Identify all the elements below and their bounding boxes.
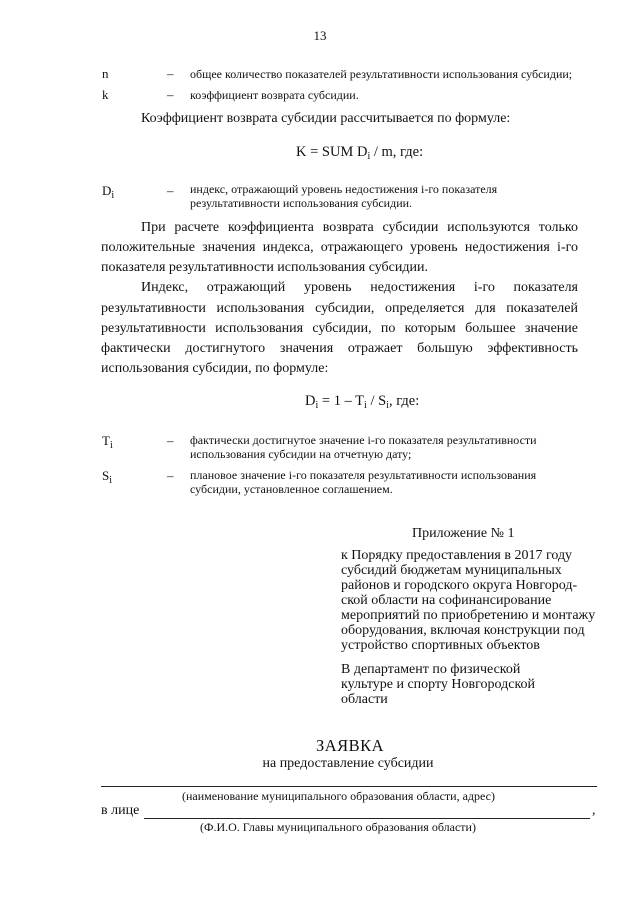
def-n-dash: – (167, 66, 174, 81)
def-n-text: общее количество показателей результативности использования субсидии; (190, 67, 573, 81)
appendix-heading: Приложение № 1 (412, 526, 515, 541)
para-2-line-2: результативности использования субсидии, определяется для показателей (101, 301, 578, 316)
formula-1-sub: i (367, 151, 371, 162)
def-ti-dash: – (167, 433, 174, 448)
appendix-addressee: В департамент по физической культуре и спорту Новгородской области (341, 662, 536, 707)
formula-2: $D_i = 1 - T_i / S_i$, где: (305, 393, 420, 411)
in-person-comma: , (592, 803, 596, 818)
formula-1-left: K = SUM D (296, 144, 368, 160)
def-si-text: плановое значение i-го показателя результативности использования субсидии, установленное соглашением. (190, 468, 537, 496)
def-k-symbol: k (102, 87, 109, 102)
para-1-line-2: положительные значения индекса, отражающего уровень недостижения i-го (101, 240, 578, 255)
para-2-line-4: фактически достигнутого значения отражает большую эффективность (101, 341, 578, 356)
para-2-line-5: использования субсидии, по формуле: (101, 361, 329, 376)
appendix-text: к Порядку предоставления в 2017 году субсидий бюджетам муниципальных районов и городского округа Новгород- ской области на софинансирование мероприятий по приобретению и монтажу оборудования, включая конструкции под устройство спортивных объектов (341, 548, 596, 653)
request-title: ЗАЯВКА (315, 736, 385, 755)
para-2-line-3: результативности использования субсидии, по которым большее значение (101, 321, 578, 336)
def-si-dash: – (167, 468, 174, 483)
head-name-caption: (Ф.И.О. Главы муниципального образования области) (200, 820, 476, 834)
para-1-line-1: При расчете коэффициента возврата субсидии используются только (141, 220, 578, 235)
def-ti-symbol: $T_i$ (102, 433, 113, 451)
def-ti-text: фактически достигнутое значение i-го показателя результативности использования субсидии на отчетную дату; (190, 433, 537, 461)
formula-1 (296, 144, 423, 162)
para-2-line-1: Индекс, отражающий уровень недостижения i-го показателя (141, 280, 578, 295)
def-k-dash: – (167, 87, 174, 102)
coef-intro: Коэффициент возврата субсидии рассчитывается по формуле: (141, 111, 511, 126)
municipality-caption: (наименование муниципального образования области, адрес) (182, 789, 495, 803)
head-name-line[interactable] (144, 818, 590, 819)
def-di-dash: – (167, 183, 174, 198)
def-si-symbol: $S_i$ (102, 468, 113, 486)
formula-1-right: / m, где: (370, 144, 424, 160)
in-person-label: в лице (101, 803, 140, 818)
def-di-symbol: $D_i$ (102, 183, 115, 201)
municipality-line[interactable] (101, 786, 597, 787)
def-di-text: индекс, отражающий уровень недостижения i-го показателя результативности использования субсидии. (190, 182, 498, 210)
page-number: 13 (313, 28, 327, 43)
def-k-text: коэффициент возврата субсидии. (190, 88, 359, 102)
def-n-symbol: n (102, 66, 109, 81)
para-1-line-3: показателя результативности использования субсидии. (101, 260, 428, 275)
request-subtitle: на предоставление субсидии (262, 756, 434, 771)
